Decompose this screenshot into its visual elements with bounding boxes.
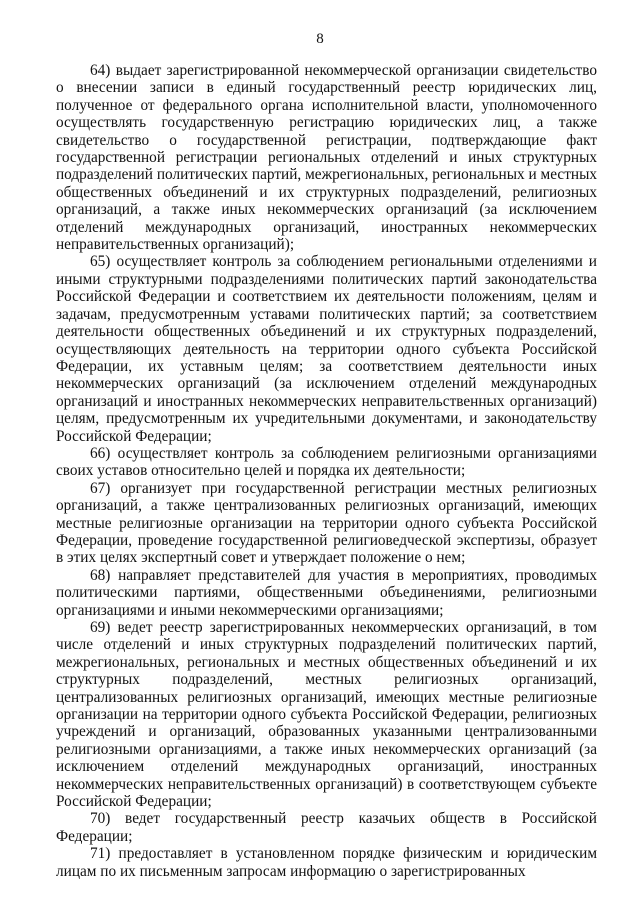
paragraph-66: 66) осуществляет контроль за соблюдением религиозными организациями своих уставов относительно целей и порядка их деятельности;: [56, 444, 597, 480]
paragraph-64: 64) выдает зарегистрированной некоммерческой организации свидетельство о внесении записи в единый государственный реестр юридических лиц, полученное от федерального органа исполнительной власти, уполномоченного осуществлять государственную регистрацию юридических лиц, а также свидетельство о государственной регистрации, подтверждающие факт государственной регистрации региональных отделений и иных структурных подразделений политических партий, межрегиональных, региональных и местных общественных объединений и их структурных подразделений, религиозных организаций, а также иных некоммерческих организаций (за исключением отделений международных организаций, иностранных некоммерческих неправительственных организаций);: [56, 62, 597, 254]
page-number: 8: [316, 31, 324, 47]
paragraph-67: 67) организует при государственной регистрации местных религиозных организаций, а также централизованных религиозных организаций, имеющих местные религиозные организации на территории одного субъекта Российской Федерации, проведение государственной религиоведческой экспертизы, образует в этих целях экспертный совет и утверждает положение о нем;: [56, 479, 597, 567]
paragraph-68: 68) направляет представителей для участия в мероприятиях, проводимых политическими партиями, общественными объединениями, религиозными организациями и иными некоммерческими организациями;: [56, 566, 597, 619]
paragraph-65: 65) осуществляет контроль за соблюдением региональными отделениями и иными структурными подразделениями политических партий законодательства Российской Федерации и соответствием их деятельности положениям, целям и задачам, предусмотренным уставами политических партий; за соответствием деятельности общественных объединений и их структурных подразделений, осуществляющих деятельность на территории одного субъекта Российской Федерации, их уставным целям; за соответствием деятельности иных некоммерческих организаций (за исключением отделений международных организаций и иностранных некоммерческих неправительственных организаций) целям, предусмотренным их учредительными документами, и законодательству Российской Федерации;: [56, 253, 597, 445]
paragraph-69: 69) ведет реестр зарегистрированных некоммерческих организаций, в том числе отделений и иных структурных подразделений политических партий, межрегиональных, региональных и местных общественных объединений и их структурных подразделений, местных религиозных организаций, централизованных религиозных организаций, имеющих местные религиозные организации на территории одного субъекта Российской Федерации, религиозных учреждений и организаций, образованных указанными централизованными религиозными организациями, а также иных некоммерческих организаций (за исключением отделений международных организаций, иностранных некоммерческих неправительственных организаций) в соответствующем субъекте Российской Федерации;: [56, 619, 597, 811]
paragraph-71: 71) предоставляет в установленном порядке физическим и юридическим лицам по их письменным запросам информацию о зарегистрированных: [56, 845, 597, 880]
document-body: [56, 62, 597, 880]
paragraph-70: 70) ведет государственный реестр казачьих обществ в Российской Федерации;: [56, 810, 597, 845]
